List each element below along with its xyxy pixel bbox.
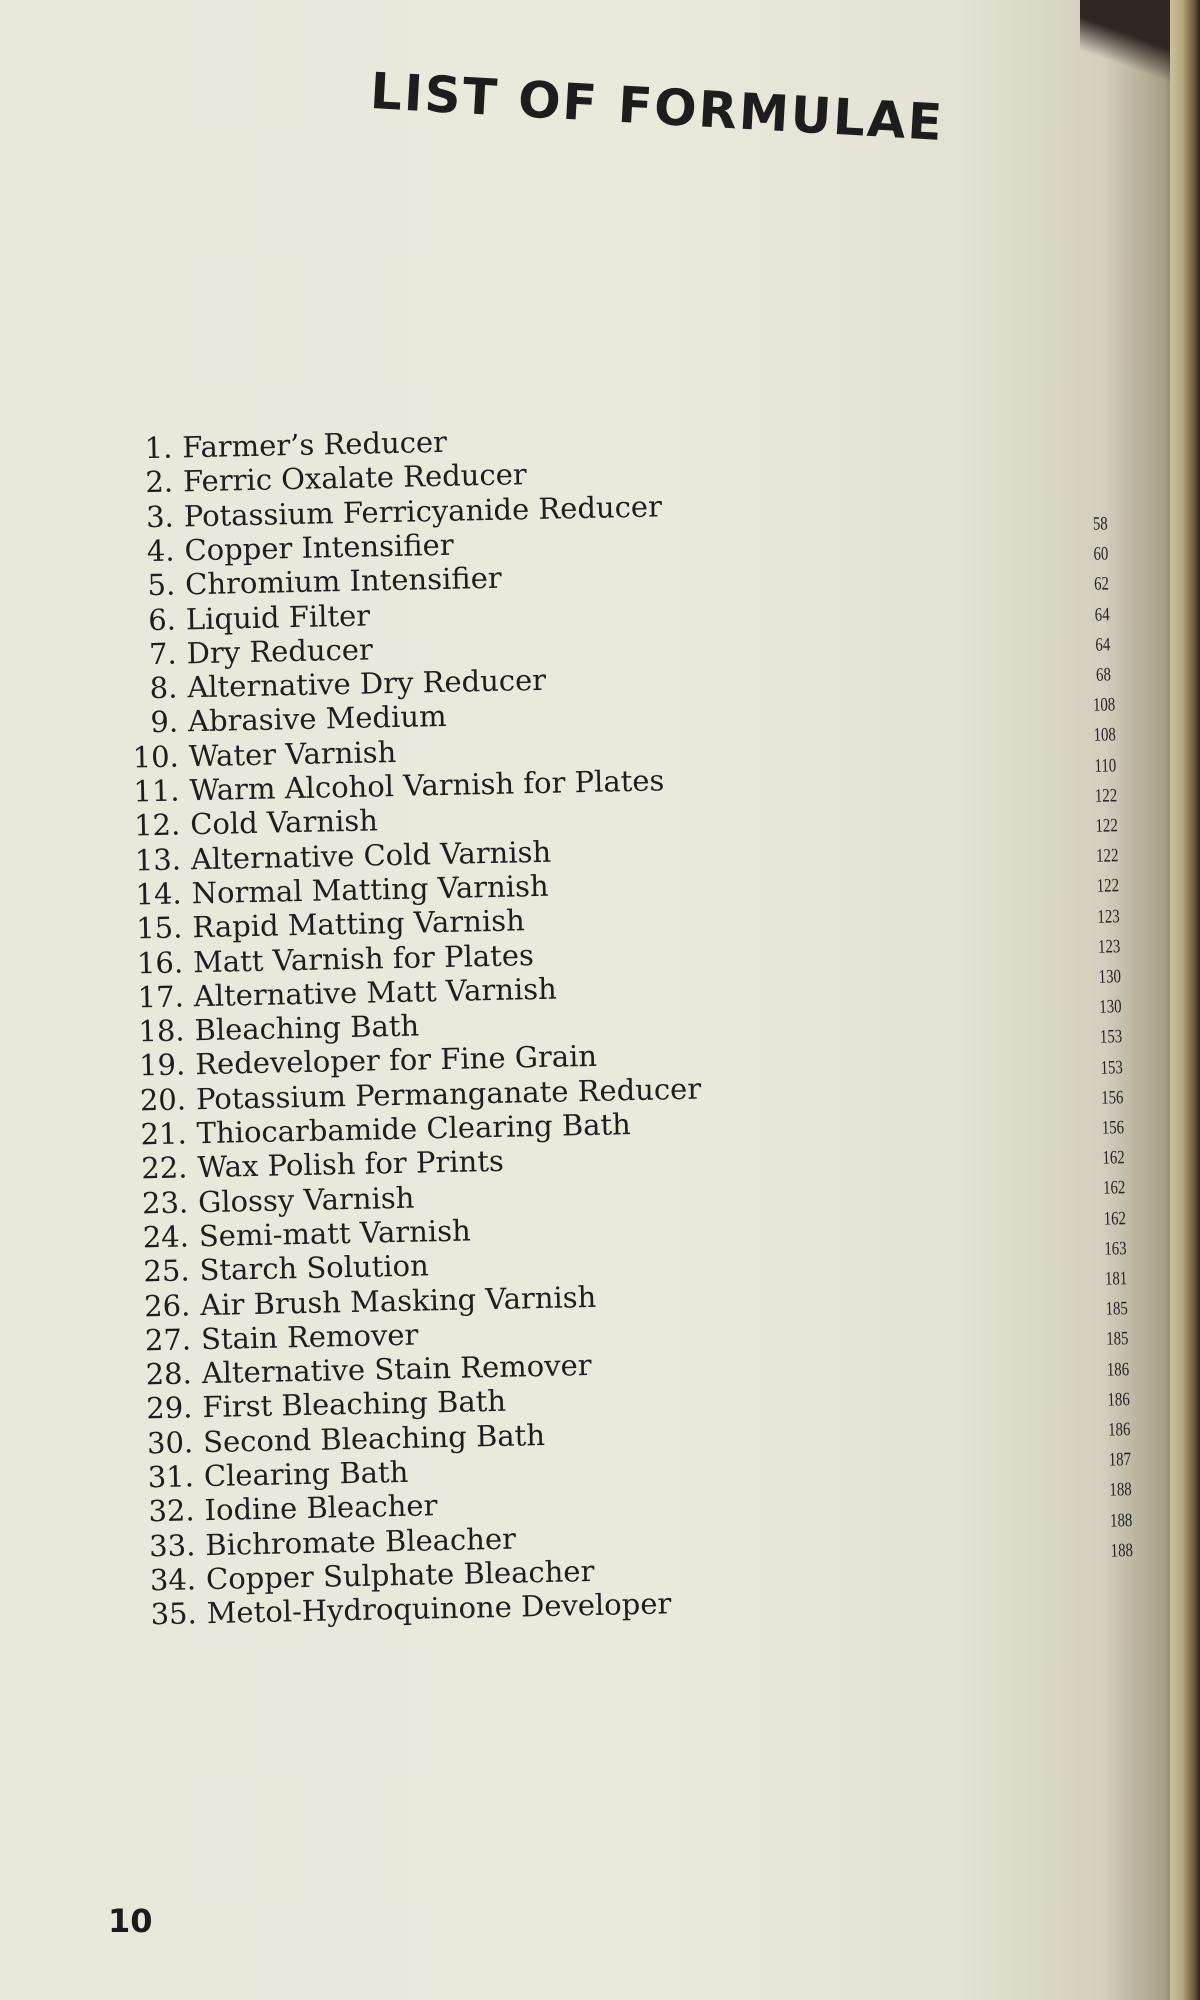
formula-number: 31. xyxy=(147,1459,195,1495)
formula-number: 2. xyxy=(145,464,174,500)
formula-number: 11. xyxy=(133,773,180,809)
formula-name: Stain Remover xyxy=(200,1317,419,1356)
formula-list xyxy=(104,411,1130,1662)
formula-entry xyxy=(107,561,502,603)
formula-name: Farmer’s Reducer xyxy=(181,424,448,465)
formula-name: Matt Varnish for Plates xyxy=(192,937,535,979)
page-reference: 58 xyxy=(1092,513,1108,535)
formula-name: Starch Solution xyxy=(199,1248,430,1288)
formula-number: 20. xyxy=(139,1082,187,1118)
formula-name: Air Brush Masking Varnish xyxy=(199,1279,597,1322)
formula-number: 13. xyxy=(134,842,182,878)
formula-name: Thiocarbamide Clearing Bath xyxy=(196,1107,632,1151)
page-reference: 64 xyxy=(1094,603,1110,626)
formula-entry xyxy=(126,1455,409,1495)
formula-number: 3. xyxy=(145,499,175,534)
page-reference: 186 xyxy=(1107,1388,1130,1411)
formula-name: Normal Matting Varnish xyxy=(191,868,549,911)
formula-number: 4. xyxy=(146,533,175,569)
formula-name: Potassium Permanganate Reducer xyxy=(195,1071,702,1116)
formula-number: 17. xyxy=(137,979,185,1015)
formula-number: 26. xyxy=(143,1287,191,1323)
page-reference: 156 xyxy=(1100,1087,1124,1109)
formula-number: 33. xyxy=(148,1527,196,1563)
formula-name: Glossy Varnish xyxy=(197,1180,415,1219)
formula-name: Bleaching Bath xyxy=(194,1008,420,1048)
formula-number: 25. xyxy=(143,1253,190,1289)
formula-name: First Bleaching Bath xyxy=(202,1384,507,1425)
page-reference: 188 xyxy=(1109,1509,1133,1532)
formula-number: 15. xyxy=(135,910,183,946)
formula-name: Liquid Filter xyxy=(185,597,371,636)
page-title: LIST OF FORMULAE xyxy=(368,62,946,152)
page-reference: 62 xyxy=(1093,573,1110,596)
page-reference: 122 xyxy=(1096,875,1120,898)
page-reference: 156 xyxy=(1101,1117,1125,1139)
page-reference: 162 xyxy=(1102,1177,1126,1200)
folio-page-number: 10 xyxy=(108,1902,153,1940)
formula-number: 32. xyxy=(148,1493,195,1529)
page-reference: 162 xyxy=(1103,1207,1127,1230)
formula-name: Water Varnish xyxy=(188,734,397,773)
formula-number: 28. xyxy=(145,1356,193,1392)
page-reference: 186 xyxy=(1107,1419,1131,1441)
page-reference: 123 xyxy=(1097,936,1121,958)
page-reference: 108 xyxy=(1093,724,1117,747)
formula-entry xyxy=(119,1144,504,1186)
page-reference: 122 xyxy=(1095,815,1118,837)
page-reference: 162 xyxy=(1102,1147,1125,1169)
page-reference: 163 xyxy=(1104,1237,1127,1260)
formula-number: 7. xyxy=(148,636,178,671)
page-reference: 186 xyxy=(1106,1358,1130,1381)
formula-name: Bichromate Bleacher xyxy=(204,1521,517,1562)
formula-number: 12. xyxy=(133,807,181,843)
formula-number: 22. xyxy=(140,1150,188,1186)
formula-name: Clearing Bath xyxy=(203,1454,409,1494)
formula-name: Alternative Dry Reducer xyxy=(187,662,547,705)
page-reference: 123 xyxy=(1097,905,1120,928)
formula-name: Copper Sulphate Bleacher xyxy=(205,1553,595,1597)
page-reference: 181 xyxy=(1104,1268,1128,1290)
formula-name: Potassium Ferricyanide Reducer xyxy=(183,488,663,533)
formula-name: Rapid Matting Varnish xyxy=(192,903,526,945)
formula-entry xyxy=(108,632,373,672)
formula-entry xyxy=(110,699,447,740)
page-reference: 60 xyxy=(1093,543,1109,565)
formula-entry xyxy=(112,804,378,844)
formula-number: 34. xyxy=(149,1562,197,1598)
page-reference: 68 xyxy=(1095,664,1112,686)
formula-number: 21. xyxy=(140,1116,188,1152)
page-reference: 153 xyxy=(1100,1056,1124,1079)
formula-entry xyxy=(120,1180,415,1220)
page-reference: 110 xyxy=(1094,754,1117,777)
formula-number: 24. xyxy=(142,1219,190,1255)
formula-number: 19. xyxy=(138,1047,186,1083)
page-reference: 130 xyxy=(1098,966,1122,988)
page-reference: 64 xyxy=(1095,634,1111,656)
formula-name: Dry Reducer xyxy=(186,632,374,671)
formula-number: 30. xyxy=(146,1425,194,1461)
formula-name: Semi-matt Varnish xyxy=(198,1213,472,1254)
formula-name: Wax Polish for Prints xyxy=(197,1144,505,1185)
formula-name: Second Bleaching Bath xyxy=(202,1417,546,1459)
formula-number: 6. xyxy=(147,602,177,637)
formula-number: 9. xyxy=(150,704,179,740)
formula-number: 10. xyxy=(132,739,180,775)
formula-number: 5. xyxy=(147,567,176,603)
page-reference: 130 xyxy=(1099,996,1122,1018)
formula-number: 29. xyxy=(145,1390,193,1426)
formula-name: Iodine Bleacher xyxy=(204,1488,438,1528)
page-reference: 153 xyxy=(1099,1026,1123,1049)
formula-name: Abrasive Medium xyxy=(187,699,447,739)
formula-number: 23. xyxy=(141,1185,189,1220)
adjacent-page-edge xyxy=(1170,0,1200,2000)
formula-name: Alternative Cold Varnish xyxy=(190,834,552,876)
formula-number: 1. xyxy=(144,430,173,466)
formula-number: 27. xyxy=(144,1322,192,1358)
formula-name: Warm Alcohol Varnish for Plates xyxy=(189,763,665,808)
formula-number: 16. xyxy=(136,944,184,980)
page-reference: 185 xyxy=(1105,1298,1129,1320)
formula-name: Chromium Intensifier xyxy=(184,560,503,602)
formula-entry xyxy=(123,1317,419,1357)
page-reference: 108 xyxy=(1092,694,1116,716)
formula-name: Ferric Oxalate Reducer xyxy=(182,457,528,499)
formula-entry xyxy=(110,735,396,775)
formula-name: Alternative Stain Remover xyxy=(201,1348,592,1391)
page-reference: 122 xyxy=(1094,785,1118,807)
page-reference: 188 xyxy=(1109,1479,1132,1501)
formula-name: Alternative Matt Varnish xyxy=(193,971,558,1014)
formula-number: 14. xyxy=(135,876,183,912)
page-reference: 185 xyxy=(1106,1328,1129,1351)
formula-name: Copper Intensifier xyxy=(184,527,454,568)
formula-number: 18. xyxy=(138,1013,185,1049)
formula-name: Redeveloper for Fine Grain xyxy=(194,1039,598,1082)
formula-number: 8. xyxy=(149,670,178,706)
page-reference: 187 xyxy=(1108,1449,1132,1471)
formula-number: 35. xyxy=(150,1596,198,1632)
formula-name: Metol-Hydroquinone Developer xyxy=(206,1586,672,1631)
page-reference: 122 xyxy=(1095,845,1119,867)
formula-entry xyxy=(108,598,371,637)
formula-name: Cold Varnish xyxy=(189,803,379,842)
page-reference: 188 xyxy=(1110,1539,1134,1562)
